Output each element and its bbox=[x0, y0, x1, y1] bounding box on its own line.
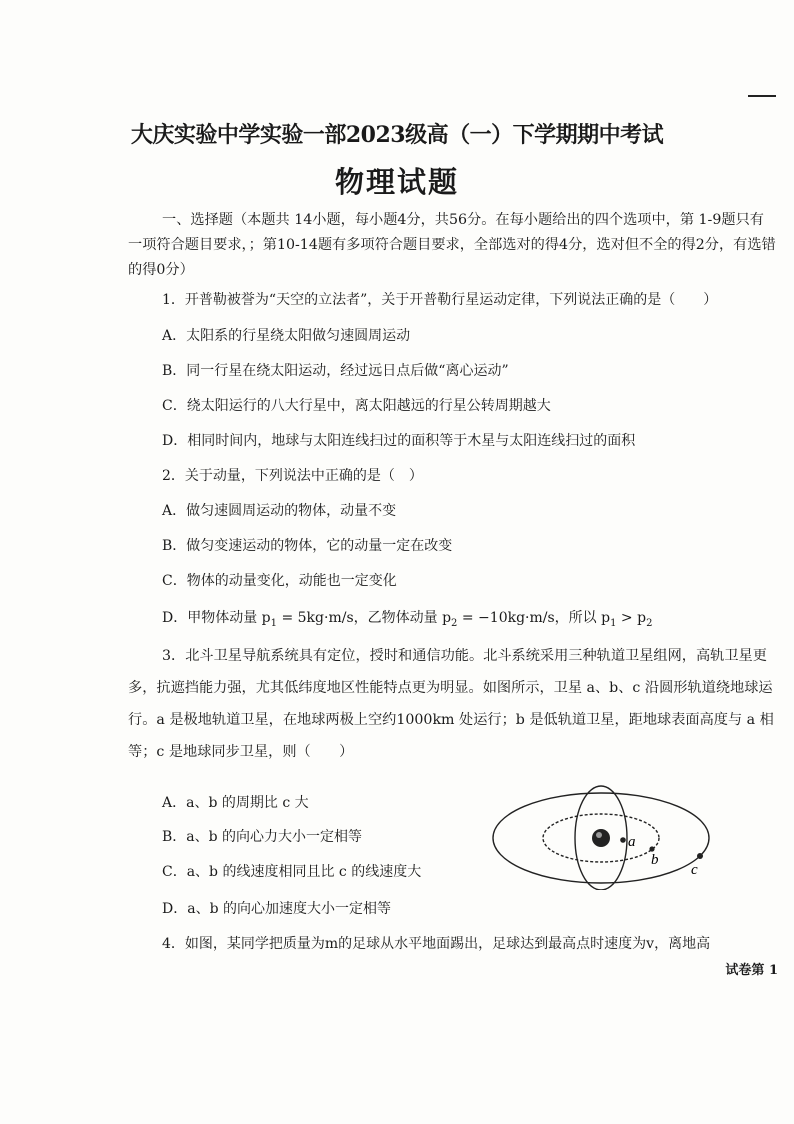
header-rule bbox=[748, 95, 776, 97]
satellite-b bbox=[649, 846, 654, 851]
q2-stem: 2．关于动量，下列说法中正确的是（ ） bbox=[162, 468, 423, 484]
q2-d-part1: D．甲物体动量 p bbox=[162, 610, 271, 626]
page-footer: 试卷第 1 bbox=[725, 963, 778, 978]
q2-d-sub4: 2 bbox=[646, 617, 653, 629]
q2-option-a: A．做匀速圆周运动的物体，动量不变 bbox=[162, 503, 397, 519]
q1-option-a: A．太阳系的行星绕太阳做匀速圆周运动 bbox=[162, 328, 411, 344]
q2-d-part4: > p bbox=[616, 610, 647, 626]
q2-d-part3: = −10kg·m/s，所以 p bbox=[457, 610, 611, 626]
label-a: a bbox=[628, 834, 636, 850]
q4-stem: 4．如图，某同学把质量为m的足球从水平地面踢出，足球达到最高点时速度为v，离地高 bbox=[162, 936, 711, 952]
exam-title: 大庆实验中学实验一部2023级高（一）下学期期中考试 bbox=[130, 122, 664, 148]
earth-highlight bbox=[596, 832, 602, 838]
earth bbox=[592, 829, 610, 847]
q2-option-c: C．物体的动量变化，动能也一定变化 bbox=[162, 573, 397, 589]
satellite-orbit-figure bbox=[488, 780, 718, 890]
q3-option-c: C．a、b 的线速度相同且比 c 的线速度大 bbox=[162, 864, 422, 880]
q2-d-sub3: 1 bbox=[610, 617, 617, 629]
q1-option-d: D．相同时间内，地球与太阳连线扫过的面积等于木星与太阳连线扫过的面积 bbox=[162, 433, 636, 449]
label-c: c bbox=[691, 862, 698, 878]
q2-d-sub1: 1 bbox=[270, 617, 278, 629]
q3-stem: 3．北斗卫星导航系统具有定位，授时和通信功能。北斗系统采用三种轨道卫星组网，高轨卫星更多，抗遮挡能力强，尤其低纬度地区性能特点更为明显。如图所示，卫星 a、b、c 沿圆形轨道绕地球运行。a 是极地轨道卫星，在地球两极上空约1000km 处运行；b 是低轨道卫星，距地球表面高度与 a 相等；c 是地球同步卫星，则（ ） bbox=[128, 648, 774, 760]
q2-d-part2: = 5kg·m/s，乙物体动量 p bbox=[277, 610, 452, 626]
q2-option-d bbox=[162, 607, 652, 629]
q2-d-sub2: 2 bbox=[451, 617, 458, 629]
q3-option-a: A．a、b 的周期比 c 大 bbox=[162, 795, 309, 811]
q3-option-b: B．a、b 的向心力大小一定相等 bbox=[162, 829, 363, 845]
q2-option-b: B．做匀变速运动的物体，它的动量一定在改变 bbox=[162, 538, 453, 554]
satellite-a bbox=[620, 837, 626, 843]
section-instructions: 一、选择题（本题共 14小题，每小题4分，共56分。在每小题给出的四个选项中，第 1-9题只有一项符合题目要求，；第10-14题有多项符合题目要求，全部选对的得4分，选对但不全的得2分，有选错的得0分） bbox=[128, 212, 776, 278]
q1-option-b: B．同一行星在绕太阳运动，经过远日点后做“离心运动” bbox=[162, 363, 509, 379]
q1-stem: 1．开普勒被誉为“天空的立法者”，关于开普勒行星运动定律，下列说法正确的是（ ） bbox=[162, 292, 718, 308]
q3-option-d: D．a、b 的向心加速度大小一定相等 bbox=[162, 901, 391, 917]
subject-title: 物理试题 bbox=[334, 165, 459, 199]
q1-option-c: C．绕太阳运行的八大行星中，离太阳越远的行星公转周期越大 bbox=[162, 398, 551, 414]
label-b: b bbox=[651, 852, 659, 868]
satellite-c bbox=[697, 853, 703, 859]
